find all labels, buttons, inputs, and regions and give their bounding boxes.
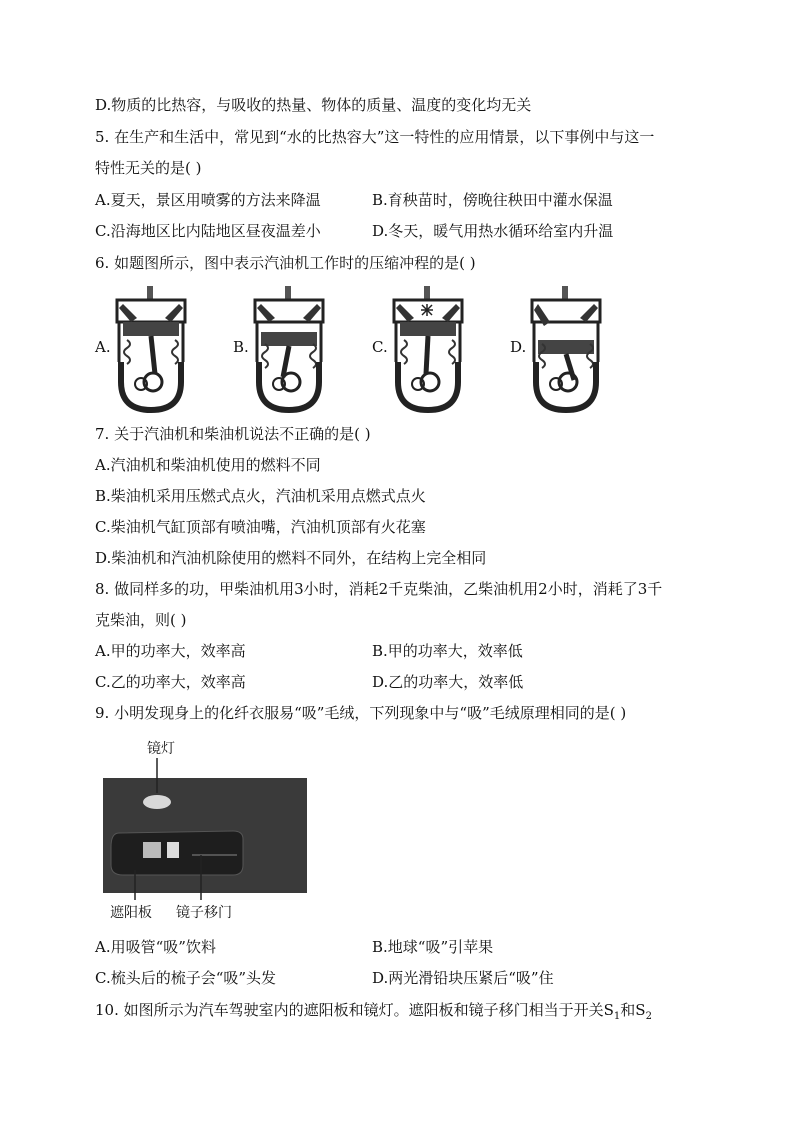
option-a: A.用吸管“吸”饮料 [95,938,216,956]
lamp-label: 镜灯 [147,741,175,757]
text-line: 特性无关的是( ) [95,159,202,177]
option-c: C.柴油机气缸顶部有喷油嘴，汽油机顶部有火花塞 [95,518,426,536]
question-10-text: 10. 如图所示为汽车驾驶室内的遮阳板和镜灯。遮阳板和镜子移门相当于开关S [95,1001,614,1019]
option-d: D.柴油机和汽油机除使用的燃料不同外，在结构上完全相同 [95,549,487,567]
visor-label: 遮阳板 [110,905,152,921]
option-d: D.乙的功率大，效率低 [372,673,524,691]
engine-diagram-d [520,282,660,417]
engine-diagram-a [105,282,245,417]
option-a: A.夏天，景区用喷雾的方法来降温 [95,191,321,209]
question-6: 6. 如题图所示，图中表示汽油机工作时的压缩冲程的是( ) [95,254,476,272]
question-7: 7. 关于汽油机和柴油机说法不正确的是( ) [95,425,371,443]
question-8: 8. 做同样多的功，甲柴油机用3小时，消耗2千克柴油，乙柴油机用2小时，消耗了3千 [95,580,663,598]
text-and: 和S [620,1001,646,1019]
engine-diagram-c [382,282,522,417]
option-c: C.梳头后的梳子会“吸”头发 [95,969,277,987]
option-d: D.冬天，暖气用热水循环给室内升温 [372,222,614,240]
engine-label-a: A. [95,338,111,356]
option-a: A.甲的功率大，效率高 [95,642,246,660]
question-10 [95,1000,652,1027]
question-5: 5. 在生产和生活中，常见到“水的比热容大”这一特性的应用情景，以下事例中与这一 [95,128,655,146]
option-c: C.沿海地区比内陆地区昼夜温差小 [95,222,321,240]
text-line: D.物质的比热容，与吸收的热量、物体的质量、温度的变化均无关 [95,96,532,114]
option-b: B.甲的功率大，效率低 [372,642,523,660]
option-b: B.育秧苗时，傍晚往秧田中灌水保温 [372,191,613,209]
engine-label-d: D. [510,338,527,356]
subscript: 2 [645,1011,652,1022]
mirror-door-label: 镜子移门 [176,905,232,921]
question-9: 9. 小明发现身上的化纤衣服易“吸”毛绒，下列现象中与“吸”毛绒原理相同的是( ) [95,704,627,722]
option-b: B.柴油机采用压燃式点火，汽油机采用点燃式点火 [95,487,426,505]
option-b: B.地球“吸”引苹果 [372,938,494,956]
sun-visor-photo [97,738,307,923]
subscript: 1 [613,1011,621,1022]
engine-label-c: C. [372,338,388,356]
option-c: C.乙的功率大，效率高 [95,673,246,691]
text-line: 克柴油，则( ) [95,611,187,629]
option-d: D.两光滑铅块压紧后“吸”住 [372,969,554,987]
option-a: A.汽油机和柴油机使用的燃料不同 [95,456,321,474]
engine-label-b: B. [233,338,249,356]
engine-diagram-b [243,282,383,417]
